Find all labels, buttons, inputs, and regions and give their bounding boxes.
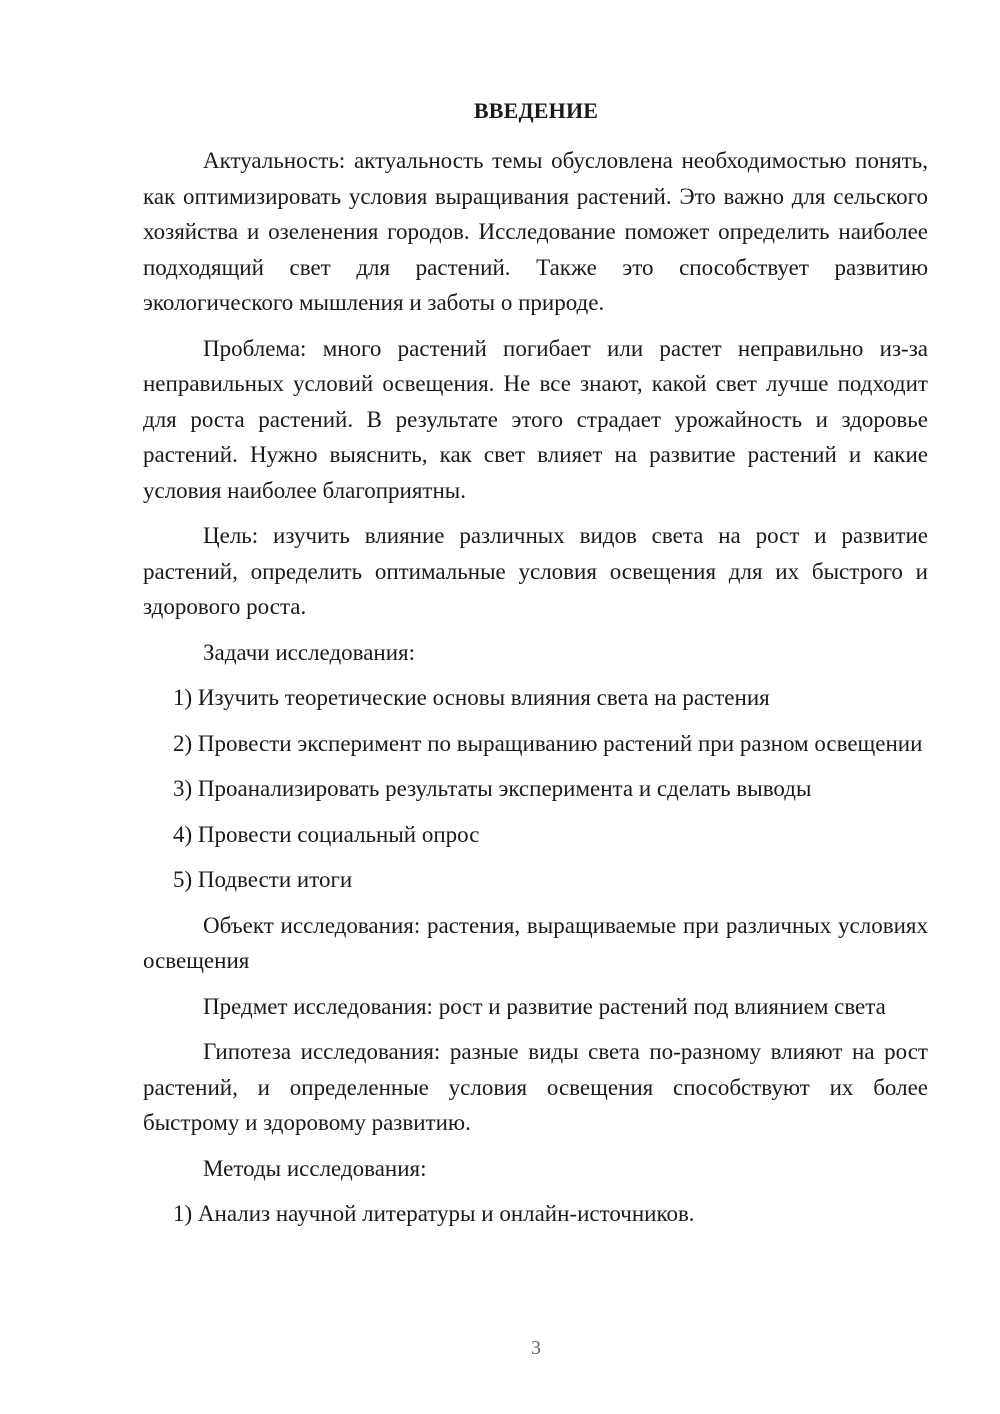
task-item-1: 1) Изучить теоретические основы влияния света на растения xyxy=(173,685,770,710)
task-item-2: 2) Провести эксперимент по выращиванию растений при разном освещении xyxy=(173,730,923,756)
relevance-paragraph: Актуальность: актуальность темы обусловлена необходимостью понять, как оптимизировать условия выращивания растений. Это важно для сельского хозяйства и озеленения городов. Исследование поможет определить наиболее подходящий свет для растений. Также это способствует развитию экологического мышления и заботы о природе. xyxy=(143,148,928,315)
tasks-heading: Задачи исследования: xyxy=(203,639,416,665)
problem-paragraph: Проблема: много растений погибает или растет неправильно из-за неправильных условий освещения. Не все знают, какой свет лучше подходит для роста растений. В результате этого страдает урожайность и здоровье растений. Нужно выяснить, как свет влияет на развитие растений и какие условия наиболее благоприятны. xyxy=(143,335,928,503)
task-item-3: 3) Проанализировать результаты эксперимента и сделать выводы xyxy=(173,776,812,801)
method-item-1: 1) Анализ научной литературы и онлайн-источников. xyxy=(173,1201,695,1226)
object-paragraph: Объект исследования: растения, выращиваемые при различных условиях освещения xyxy=(143,912,928,973)
document-body xyxy=(143,143,928,1242)
page-number: 3 xyxy=(531,1337,541,1359)
goal-paragraph: Цель: изучить влияние различных видов света на рост и развитие растений, определить оптимальные условия освещения для их быстрого и здорового роста. xyxy=(143,523,928,619)
task-item-4: 4) Провести социальный опрос xyxy=(173,821,480,847)
subject-paragraph: Предмет исследования: рост и развитие растений под влиянием света xyxy=(203,993,886,1019)
hypothesis-paragraph: Гипотеза исследования: разные виды света по-разному влияют на рост растений, и определенные условия освещения способствуют их более быстрому и здоровому развитию. xyxy=(143,1039,928,1135)
task-item-5: 5) Подвести итоги xyxy=(173,867,353,892)
methods-heading: Методы исследования: xyxy=(203,1155,427,1181)
page-title: ВВЕДЕНИЕ xyxy=(473,98,599,123)
